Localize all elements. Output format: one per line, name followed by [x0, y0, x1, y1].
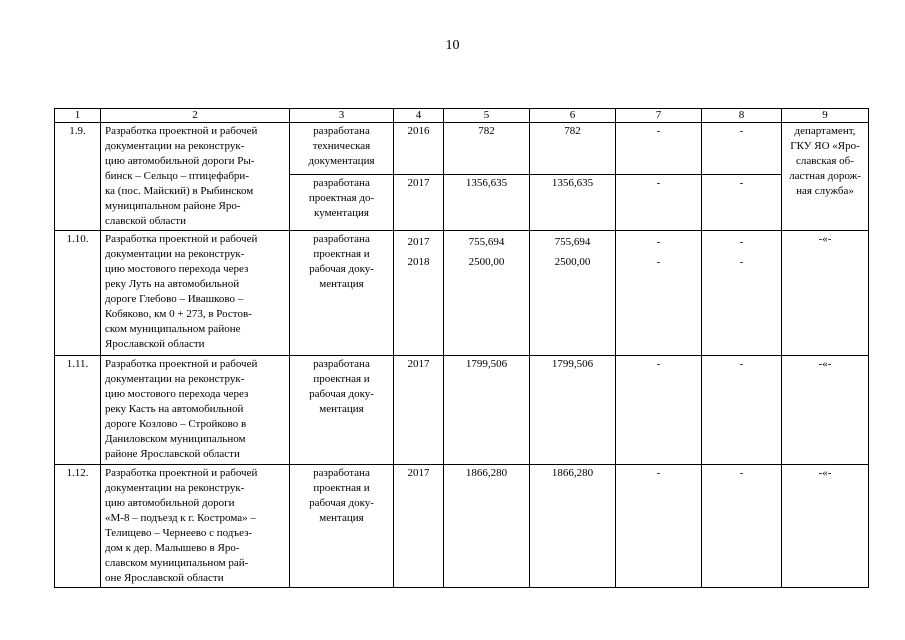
col8-cell: - [702, 175, 782, 231]
amount-cell: 1866,280 [530, 465, 616, 588]
col7-cell: - [616, 356, 702, 465]
col8-cell: - [702, 465, 782, 588]
col7-cell: - [616, 465, 702, 588]
total-cell: 755,694 2500,00 [444, 231, 530, 356]
responsible-cell: -«- [782, 231, 869, 356]
amount-cell: 782 [530, 123, 616, 175]
result-cell: разработана проектная и рабочая доку- ментация [290, 465, 394, 588]
header-row [55, 109, 869, 123]
result-cell: разработана проектная и рабочая доку- ментация [290, 356, 394, 465]
total-cell: 1356,635 [444, 175, 530, 231]
header-cell: 8 [702, 109, 782, 123]
responsible-cell: департамент, ГКУ ЯО «Яро- славская об- ластная дорож- ная служба» [782, 123, 869, 231]
total-cell: 1866,280 [444, 465, 530, 588]
col8-cell: - [702, 356, 782, 465]
table-row [55, 123, 869, 175]
header-cell: 6 [530, 109, 616, 123]
col8-cell: - - [702, 231, 782, 356]
measure-name: Разработка проектной и рабочей документации на реконструк- цию автомобильной дороги «М-8 – подъезд к г. Кострома» – Телищево – Чернеево с подъез- дом к дер. Малышево в Яро- славском муниципальном рай- оне Ярославской области [101, 465, 290, 588]
col8-cell: - [702, 123, 782, 175]
amount-cell: 1356,635 [530, 175, 616, 231]
header-cell: 3 [290, 109, 394, 123]
header-cell: 5 [444, 109, 530, 123]
amount-cell: 755,694 2500,00 [530, 231, 616, 356]
table-row [55, 356, 869, 465]
row-number: 1.11. [55, 356, 101, 465]
amount-cell: 1799,506 [530, 356, 616, 465]
header-cell: 9 [782, 109, 869, 123]
col7-cell: - [616, 175, 702, 231]
measure-name: Разработка проектной и рабочей документации на реконструк- цию автомобильной дороги Ры- бинск – Сельцо – птицефабри- ка (пос. Майский) в Рыбинском муниципальном районе Яро- славской области [101, 123, 290, 231]
result-cell: разработана проектная до- кументация [290, 175, 394, 231]
responsible-cell: -«- [782, 356, 869, 465]
program-table [54, 108, 869, 588]
responsible-cell: -«- [782, 465, 869, 588]
row-number: 1.12. [55, 465, 101, 588]
header-cell: 7 [616, 109, 702, 123]
header-cell: 4 [394, 109, 444, 123]
result-cell: разработана техническая документация [290, 123, 394, 175]
row-number: 1.9. [55, 123, 101, 231]
total-cell: 782 [444, 123, 530, 175]
year-cell: 2017 [394, 465, 444, 588]
row-number: 1.10. [55, 231, 101, 356]
header-cell: 1 [55, 109, 101, 123]
measure-name: Разработка проектной и рабочей документации на реконструк- цию мостового перехода через реку Луть на автомобильной дороге Глебово – Ивашково – Кобяково, км 0 + 273, в Ростов- ском муниципальном районе Ярославской области [101, 231, 290, 356]
header-cell: 2 [101, 109, 290, 123]
table-row [55, 465, 869, 588]
year-cell: 2017 [394, 356, 444, 465]
year-cell: 2016 [394, 123, 444, 175]
col7-cell: - [616, 123, 702, 175]
measure-name: Разработка проектной и рабочей документации на реконструк- цию мостового перехода через реку Касть на автомобильной дороге Козлово – Стройково в Даниловском муниципальном районе Ярославской области [101, 356, 290, 465]
col7-cell: - - [616, 231, 702, 356]
page-number: 10 [445, 38, 460, 53]
table-row [55, 231, 869, 356]
result-cell: разработана проектная и рабочая доку- ментация [290, 231, 394, 356]
year-cell: 2017 [394, 175, 444, 231]
total-cell: 1799,506 [444, 356, 530, 465]
year-cell: 2017 2018 [394, 231, 444, 356]
